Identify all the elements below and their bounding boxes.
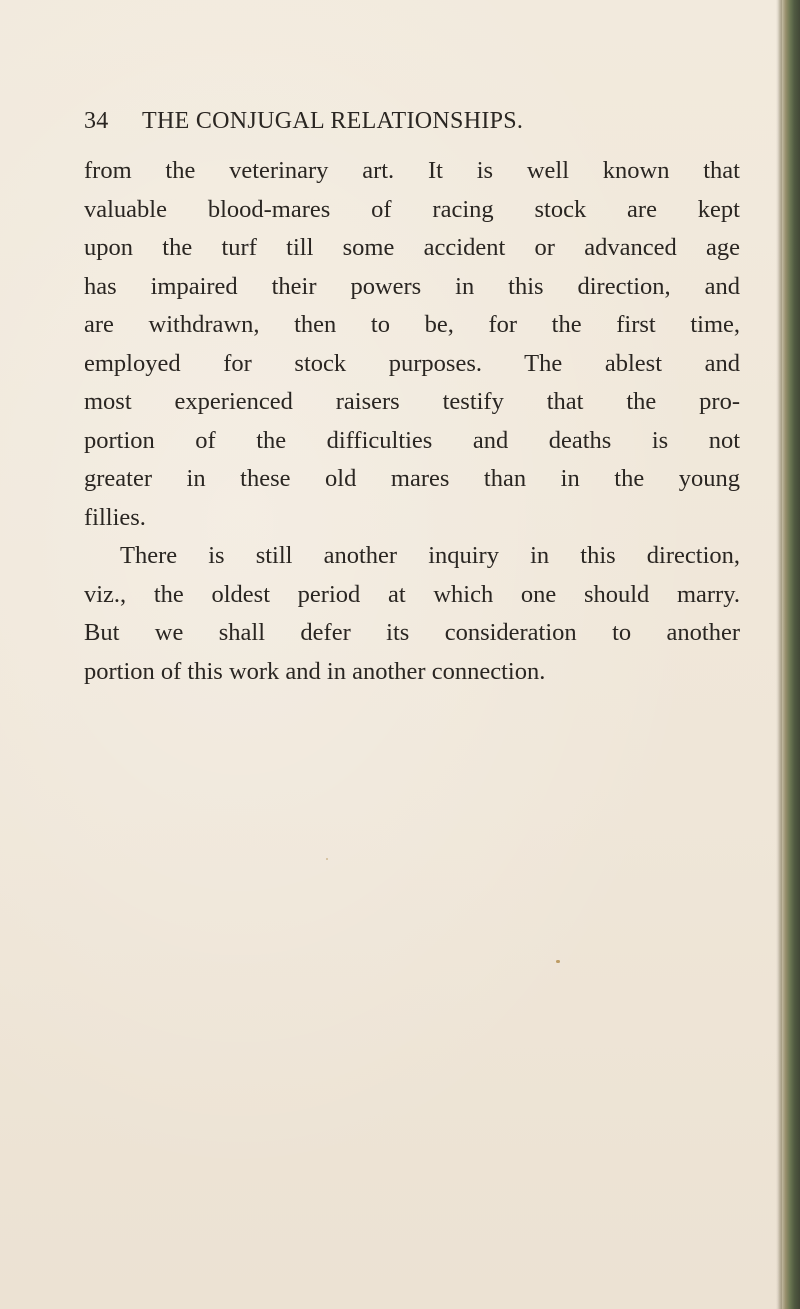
text-line: valuable blood-mares of racing stock are kept	[84, 195, 740, 223]
text-line: But we shall defer its consideration to another	[84, 619, 740, 646]
paper-speck	[556, 960, 560, 963]
paragraph-2	[84, 537, 740, 691]
text-line: from the veterinary art. It is well known that	[84, 157, 740, 184]
text-line: has impaired their powers in this direction, and	[84, 272, 740, 300]
text-line: viz., the oldest period at which one should marry.	[84, 580, 740, 608]
text-line: There is still another inquiry in this direction,	[120, 542, 740, 569]
text-line: portion of this work and in another connection.	[84, 657, 546, 685]
text-line: portion of the difficulties and deaths is not	[84, 426, 740, 454]
text-line: greater in these old mares than in the young	[84, 465, 740, 492]
text-line: are withdrawn, then to be, for the first time,	[84, 311, 740, 338]
text-line: employed for stock purposes. The ablest and	[84, 349, 740, 377]
text-line: upon the turf till some accident or advanced age	[84, 234, 740, 261]
page-edge	[778, 0, 800, 1309]
paper-speck	[326, 858, 328, 860]
text-line: most experienced raisers testify that the pro-	[84, 388, 740, 415]
text-line: fillies.	[84, 503, 146, 531]
paragraph-1	[84, 152, 740, 537]
page-header	[84, 108, 724, 148]
body-text	[84, 152, 740, 691]
page-number: 34	[84, 108, 109, 134]
running-head: THE CONJUGAL RELATIONSHIPS.	[142, 108, 524, 134]
